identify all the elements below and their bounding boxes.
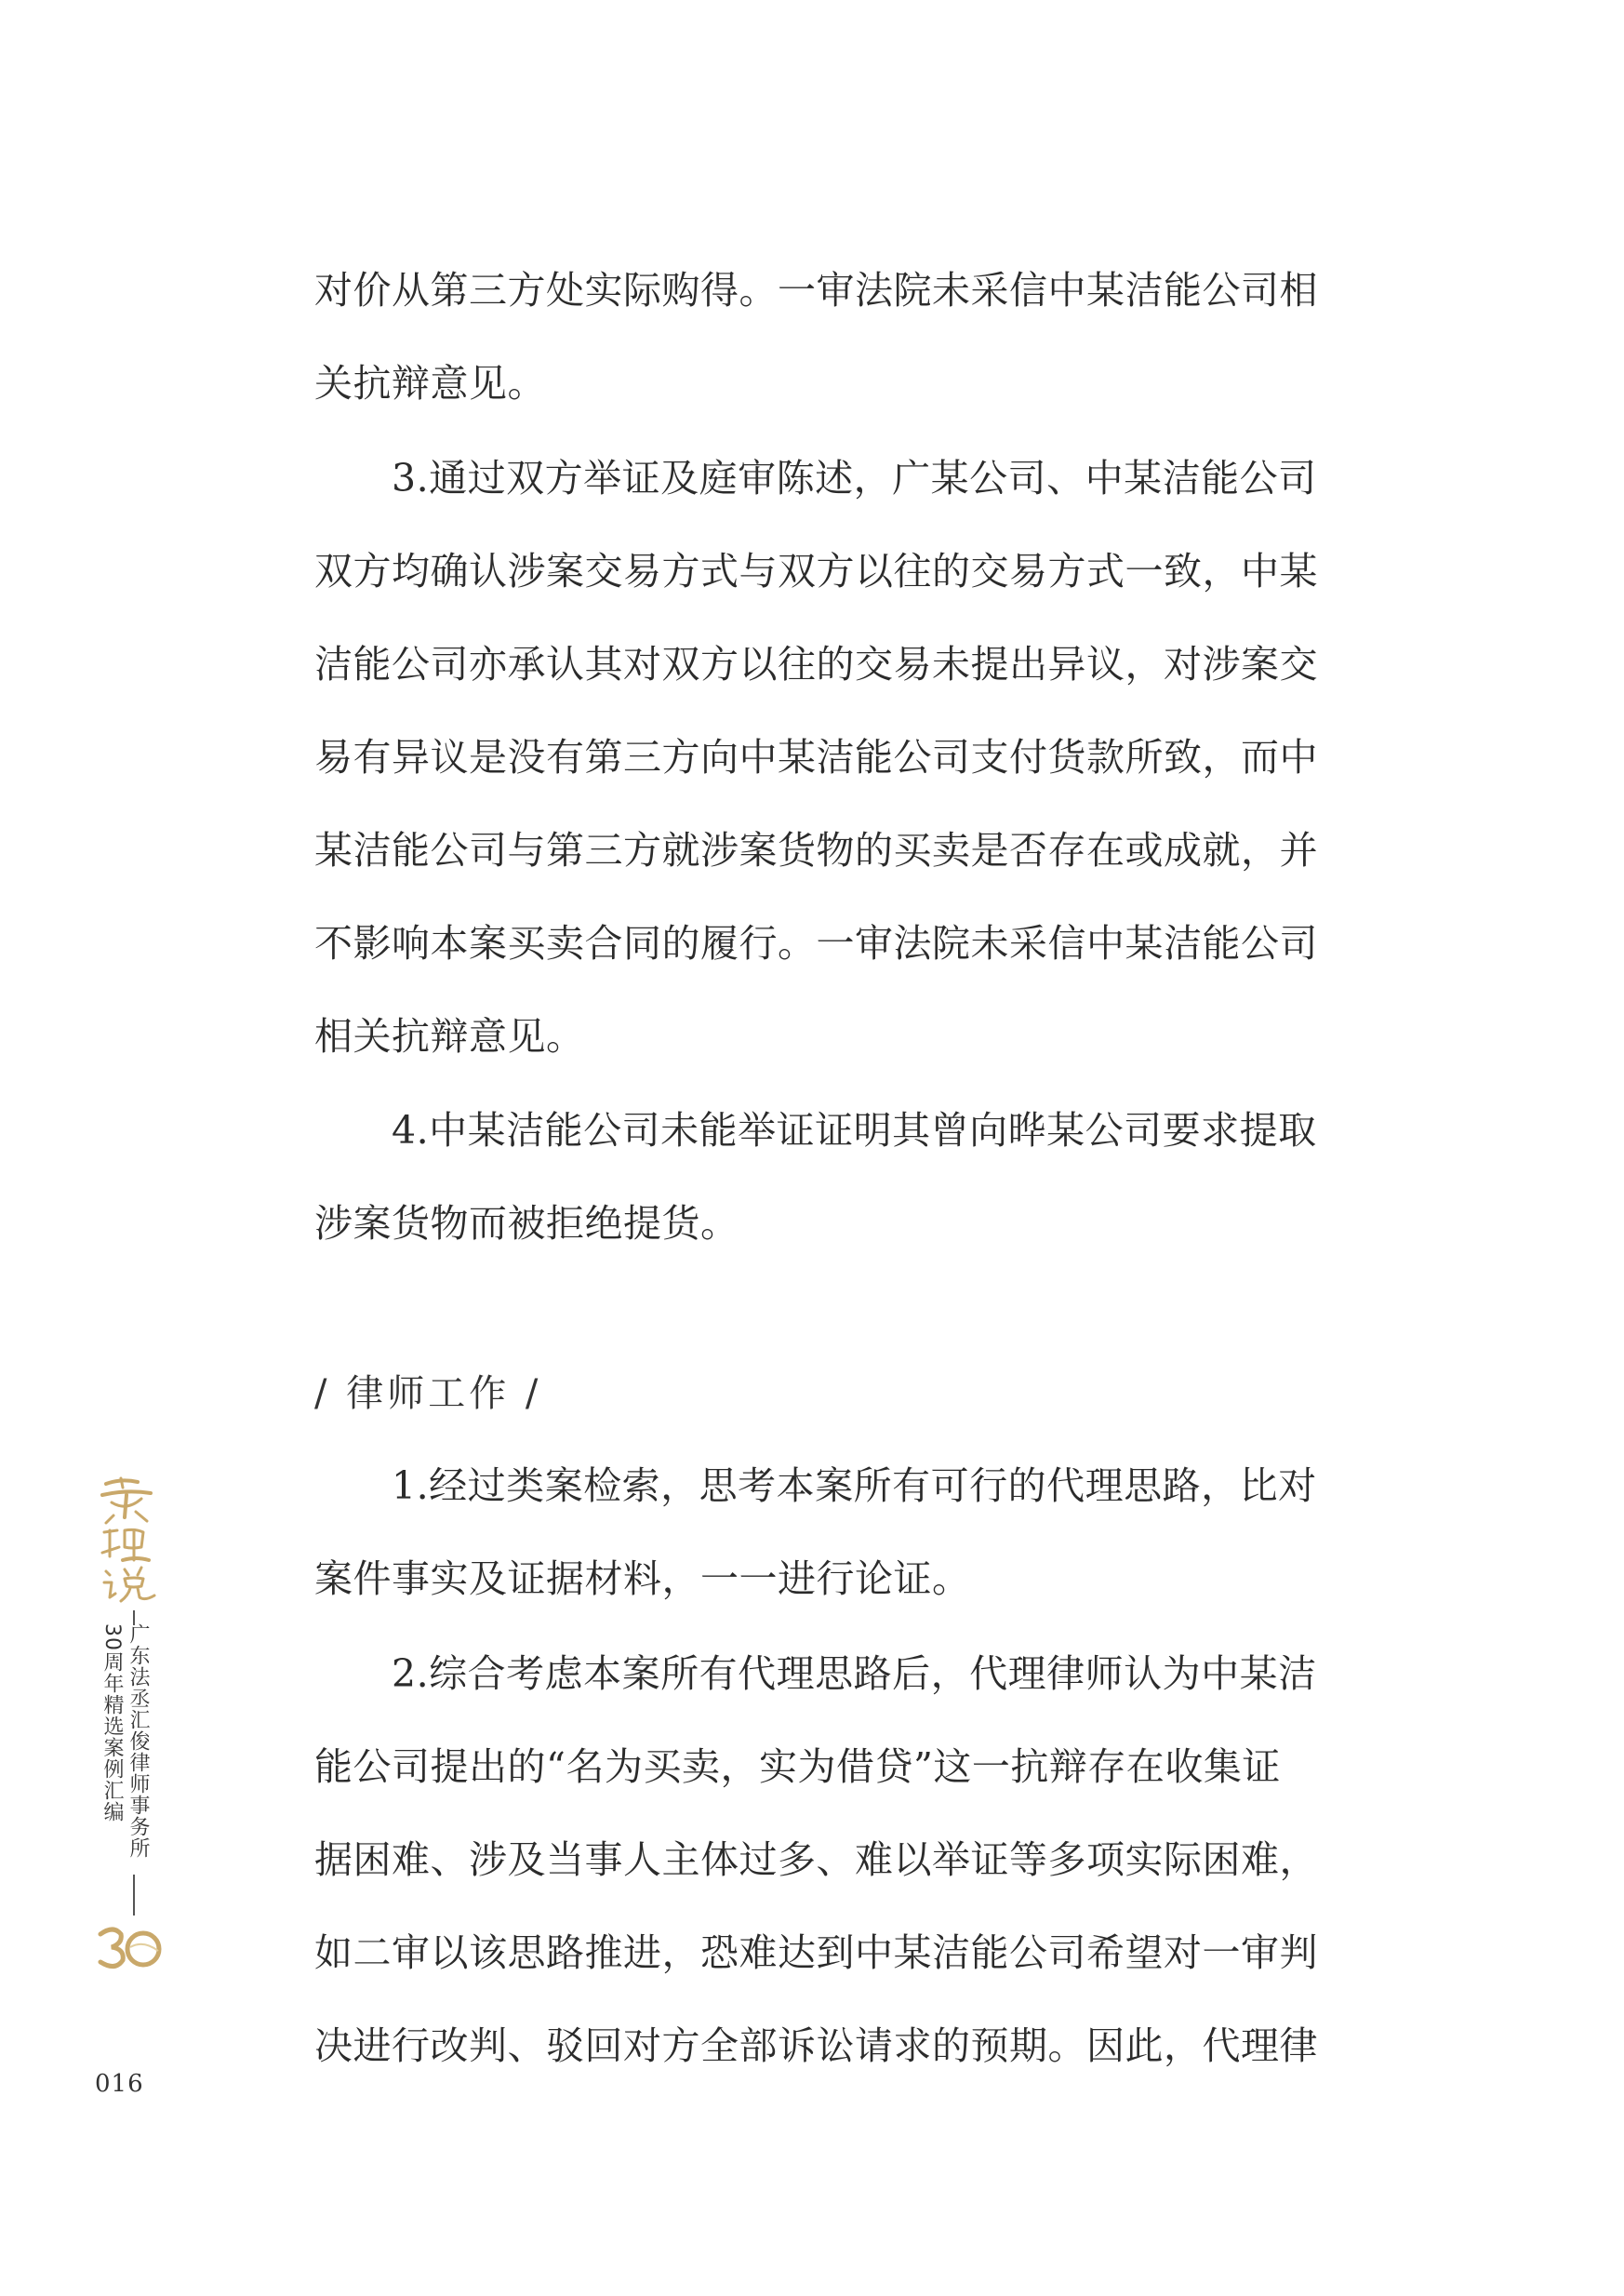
body-line: 相关抗辩意见。 [314, 1014, 585, 1059]
body-line: 洁能公司亦承认其对双方以往的交易未提出异议，对涉案交 [314, 642, 1318, 687]
divider [133, 1875, 135, 1916]
anniversary-badge-icon [93, 1919, 167, 1975]
page-number: 016 [95, 2070, 144, 2098]
body-line: 某洁能公司与第三方就涉案货物的买卖是否存在或成就，并 [314, 828, 1318, 873]
body-line: 能公司提出的“名为买卖，实为借贷”这一抗辩存在收集证 [314, 1744, 1281, 1789]
firm-name: 广东法丞汇俊律师事务所 [126, 1623, 150, 1859]
body-line: 涉案货物而被拒绝提货。 [314, 1201, 739, 1246]
body-line: 4.中某洁能公司未能举证证明其曾向晔某公司要求提取 [314, 1108, 1317, 1153]
body-line: 如二审以该思路推进，恐难达到中某洁能公司希望对一审判 [314, 1930, 1318, 1975]
body-line: 关抗辩意见。 [314, 361, 546, 406]
body-line: 对价从第三方处实际购得。一审法院未采信中某洁能公司相 [314, 268, 1318, 313]
body-line: 3.通过双方举证及庭审陈述，广某公司、中某洁能公司 [314, 456, 1317, 501]
body-line: 不影响本案买卖合同的履行。一审法院未采信中某洁能公司 [314, 921, 1318, 966]
body-line: 易有异议是没有第三方向中某洁能公司支付货款所致，而中 [314, 735, 1318, 780]
book-title: 30周年精选案例汇编 [100, 1623, 124, 1822]
section-heading: / 律师工作 / [314, 1372, 542, 1415]
sidebar-brand [93, 1475, 177, 1996]
body-line: 2.综合考虑本案所有代理思路后，代理律师认为中某洁 [314, 1651, 1317, 1696]
body-line: 据困难、涉及当事人主体过多、难以举证等多项实际困难， [314, 1837, 1318, 1882]
body-line: 决进行改判、驳回对方全部诉讼请求的预期。因此，代理律 [314, 2023, 1318, 2068]
body-line: 1.经过类案检索，思考本案所有可行的代理思路，比对 [314, 1463, 1317, 1508]
calligraphy-logo-icon [93, 1475, 167, 1605]
body-line: 案件事实及证据材料，一一进行论证。 [314, 1556, 971, 1601]
body-line: 双方均确认涉案交易方式与双方以往的交易方式一致，中某 [314, 549, 1318, 594]
